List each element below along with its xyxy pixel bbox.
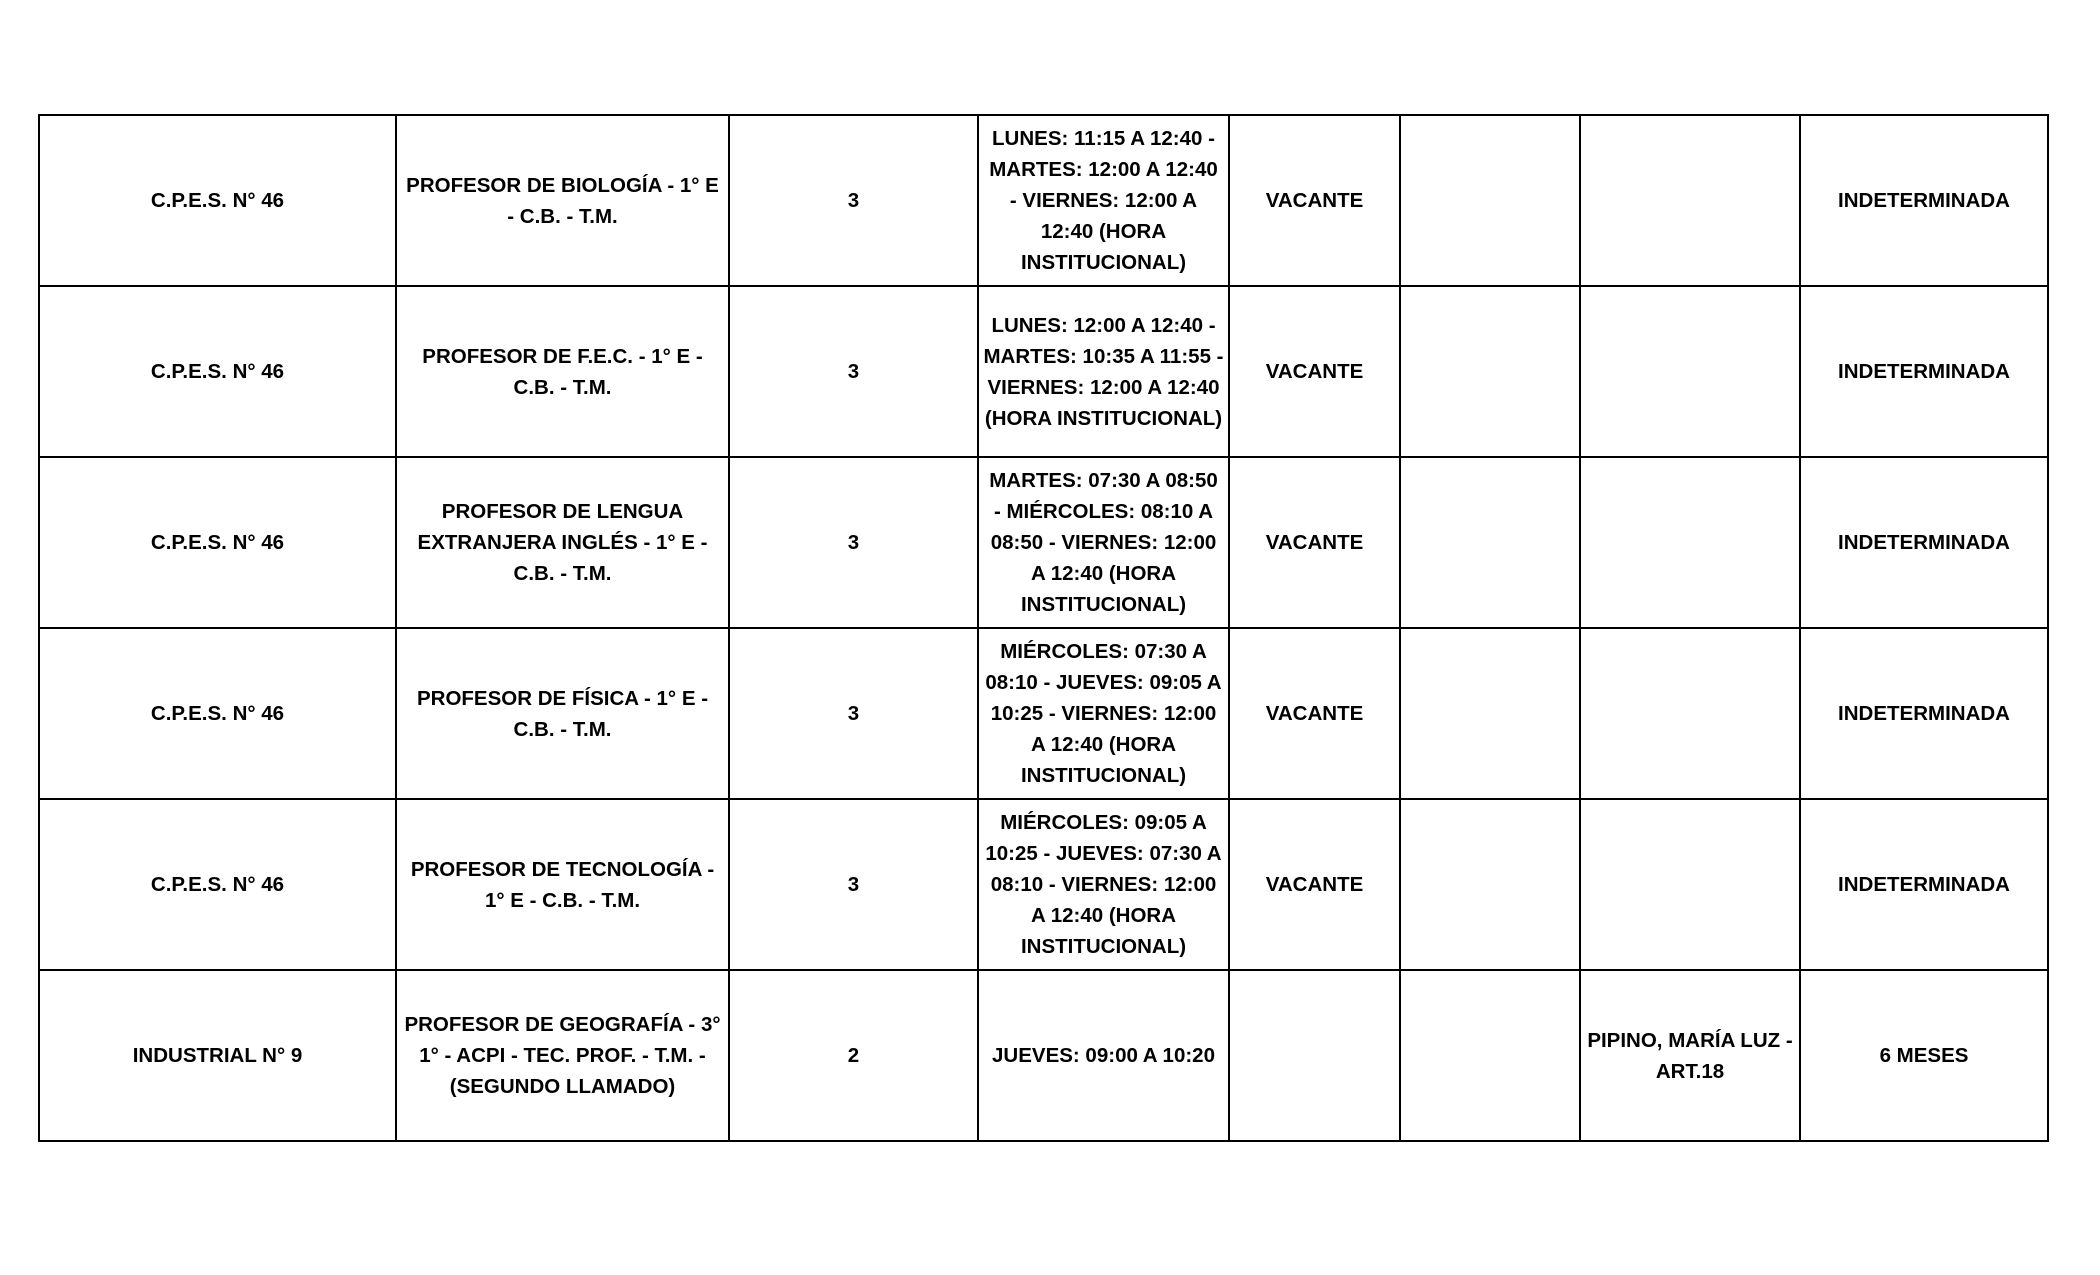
table-row [39,286,2048,457]
schedule-cell: LUNES: 12:00 A 12:40 - MARTES: 10:35 A 11:55 - VIERNES: 12:00 A 12:40 (HORA INSTITUCIONAL) [978,286,1229,457]
empty-cell [1400,628,1580,799]
schedule-cell: MARTES: 07:30 A 08:50 - MIÉRCOLES: 08:10 A 08:50 - VIERNES: 12:00 A 12:40 (HORA INSTITUCIONAL) [978,457,1229,628]
position-cell: PROFESOR DE TECNOLOGÍA - 1° E - C.B. - T.M. [396,799,729,970]
assignee-cell [1580,115,1800,286]
hours-cell: 3 [729,799,978,970]
status-cell: VACANTE [1229,628,1400,799]
position-cell: PROFESOR DE F.E.C. - 1° E - C.B. - T.M. [396,286,729,457]
table-row [39,970,2048,1141]
hours-cell: 3 [729,115,978,286]
table-row [39,457,2048,628]
school-cell: C.P.E.S. N° 46 [39,115,396,286]
hours-cell: 2 [729,970,978,1141]
school-cell: C.P.E.S. N° 46 [39,628,396,799]
hours-cell: 3 [729,286,978,457]
empty-cell [1400,970,1580,1141]
position-cell: PROFESOR DE BIOLOGÍA - 1° E - C.B. - T.M. [396,115,729,286]
position-cell: PROFESOR DE LENGUA EXTRANJERA INGLÉS - 1° E - C.B. - T.M. [396,457,729,628]
duration-cell: INDETERMINADA [1800,799,2048,970]
hours-cell: 3 [729,457,978,628]
status-cell: VACANTE [1229,799,1400,970]
school-cell: INDUSTRIAL N° 9 [39,970,396,1141]
duration-cell: 6 MESES [1800,970,2048,1141]
school-cell: C.P.E.S. N° 46 [39,457,396,628]
assignee-cell: PIPINO, MARÍA LUZ - ART.18 [1580,970,1800,1141]
duration-cell: INDETERMINADA [1800,628,2048,799]
table-row [39,799,2048,970]
assignee-cell [1580,799,1800,970]
empty-cell [1400,115,1580,286]
empty-cell [1400,286,1580,457]
table-row [39,115,2048,286]
empty-cell [1400,457,1580,628]
status-cell [1229,970,1400,1141]
assignee-cell [1580,286,1800,457]
duration-cell: INDETERMINADA [1800,457,2048,628]
schedule-cell: JUEVES: 09:00 A 10:20 [978,970,1229,1141]
assignee-cell [1580,457,1800,628]
duration-cell: INDETERMINADA [1800,115,2048,286]
table-row [39,628,2048,799]
schedule-cell: LUNES: 11:15 A 12:40 - MARTES: 12:00 A 12:40 - VIERNES: 12:00 A 12:40 (HORA INSTITUCIONAL) [978,115,1229,286]
assignee-cell [1580,628,1800,799]
position-cell: PROFESOR DE FÍSICA - 1° E - C.B. - T.M. [396,628,729,799]
hours-cell: 3 [729,628,978,799]
duration-cell: INDETERMINADA [1800,286,2048,457]
status-cell: VACANTE [1229,457,1400,628]
school-cell: C.P.E.S. N° 46 [39,799,396,970]
school-cell: C.P.E.S. N° 46 [39,286,396,457]
status-cell: VACANTE [1229,115,1400,286]
position-cell: PROFESOR DE GEOGRAFÍA - 3° 1° - ACPI - TEC. PROF. - T.M. - (SEGUNDO LLAMADO) [396,970,729,1141]
vacancies-table [38,114,2049,1142]
schedule-cell: MIÉRCOLES: 09:05 A 10:25 - JUEVES: 07:30 A 08:10 - VIERNES: 12:00 A 12:40 (HORA INSTITUCIONAL) [978,799,1229,970]
schedule-cell: MIÉRCOLES: 07:30 A 08:10 - JUEVES: 09:05 A 10:25 - VIERNES: 12:00 A 12:40 (HORA INSTITUCIONAL) [978,628,1229,799]
status-cell: VACANTE [1229,286,1400,457]
empty-cell [1400,799,1580,970]
